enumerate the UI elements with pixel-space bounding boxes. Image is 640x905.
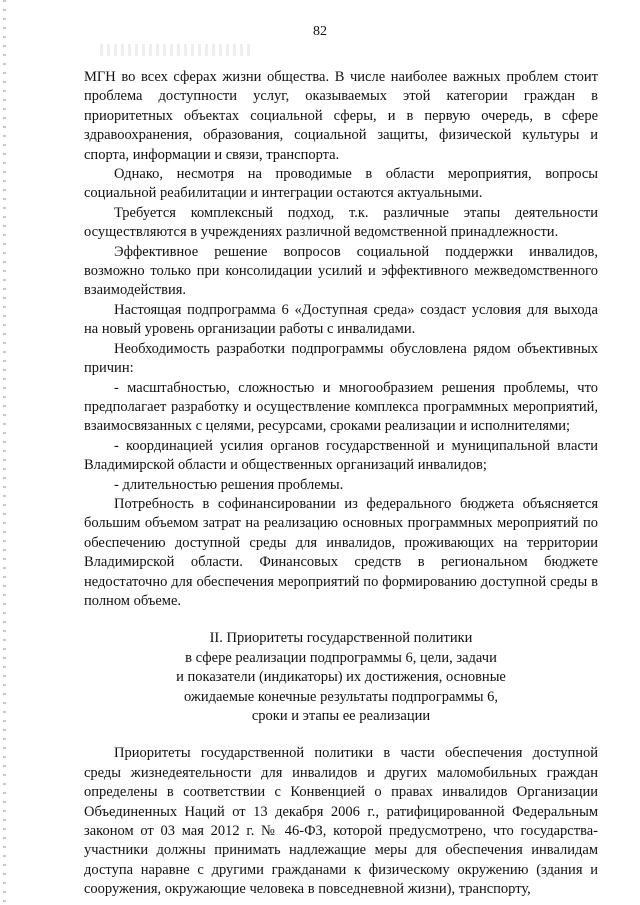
paragraph-necessity: Необходимость разработки подпрограммы обусловлена рядом объективных причин: [84,340,598,377]
paragraph-complex-approach: Требуется комплексный подход, т.к. различные этапы деятельности осуществляются в учреждениях различной ведомственной принадлежности. [84,204,598,241]
page-binding-edge [3,0,6,905]
section-heading [84,629,598,726]
paragraph-subprogram: Настоящая подпрограмма 6 «Доступная среда» создаст условия для выхода на новый уровень организации работы с инвалидами. [84,301,598,338]
section-heading-line: и показатели (индикаторы) их достижения, основные [176,669,506,686]
page-number: 82 [313,24,327,39]
list-item-duration: - длительностью решения проблемы. [114,476,344,493]
paragraph-intro: МГН во всех сферах жизни общества. В числе наиболее важных проблем стоит проблема доступности услуг, оказываемых этой категории граждан в приоритетных объектах социальной сферы, и в первую очередь, в сфере здравоохранения, образования, социальной защиты, физической культуры и спорта, информации и связи, транспорта. [84,69,598,163]
paragraph-however: Однако, несмотря на проводимые в области мероприятия, вопросы социальной реабилитации и интеграции остаются актуальными. [84,166,598,202]
paragraph-effective-solution: Эффективное решение вопросов социальной поддержки инвалидов, возможно только при консолидации усилий и эффективного межведомственного взаимодействия. [84,243,598,299]
document-body [84,68,598,900]
section-heading-line: в сфере реализации подпрограммы 6, цели, задачи [185,649,497,666]
section-heading-line: II. Приоритеты государственной политики [209,630,473,647]
paragraph-priorities: Приоритеты государственной политики в части обеспечения доступной среды жизнедеятельности для инвалидов и других маломобильных граждан определены в соответствии с Конвенцией о правах инвалидов Организации Объединенных Наций от 13 декабря 2006 г., ратифицированной Федеральным законом от 03 мая 2012 г. № 46-ФЗ, которой предусмотрено, что государства-участники должны принимать надлежащие меры для обеспечения инвалидам доступа наравне с другими гражданами к физическому окружению (здания и сооружения, окружающие человека в повседневной жизни), транспорту, [84,745,598,898]
scan-smudge [100,44,250,56]
section-heading-line: ожидаемые конечные результаты подпрограммы 6, [183,688,499,705]
paragraph-cofinancing: Потребность в софинансировании из федерального бюджета объясняется большим объемом затрат на реализацию основных программных мероприятий по обеспечению доступной среды для инвалидов, проживающих на территории Владимирской области. Финансовых средств в региональном бюджете недостаточно для обеспечения мероприятий по формированию доступной среды в полном объеме. [84,495,598,609]
section-heading-line: сроки и этапы ее реализации [251,708,431,724]
list-item-scale: - масштабностью, сложностью и многообразием решения проблемы, что предполагает разработку и осуществление комплекса программных мероприятий, взаимосвязанных с целями, ресурсами, сроками реализации и исполнителями; [84,379,598,435]
list-item-coordination: - координацией усилия органов государственной и муниципальной власти Владимирской области и общественных организаций инвалидов; [84,437,598,474]
